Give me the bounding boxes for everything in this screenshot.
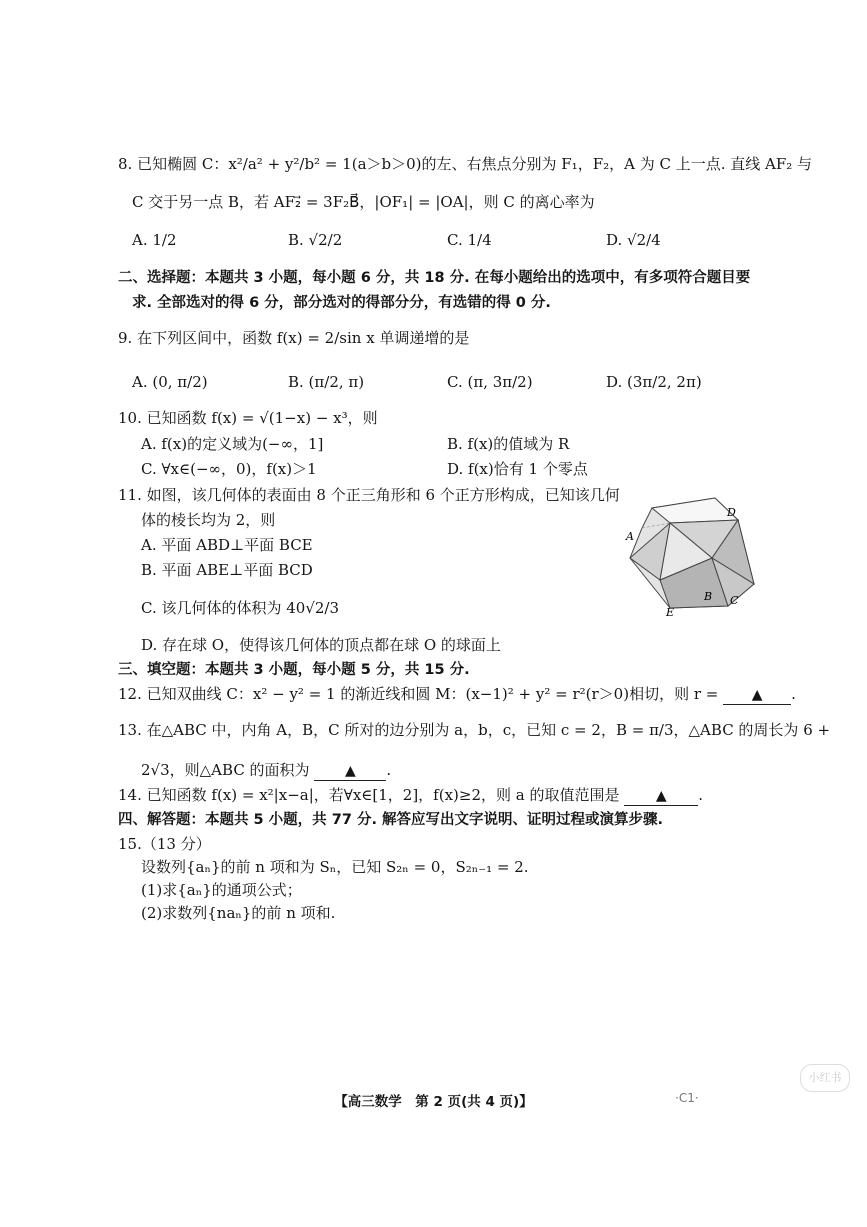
q12-text: 12. 已知双曲线 C：x² − y² = 1 的渐近线和圆 M：(x−1)² + y² = r²(r＞0)相切，则 r = ▲ . (118, 685, 796, 703)
q11-option-b: B. 平面 ABE⊥平面 BCD (141, 561, 313, 579)
q15-title: 15.（13 分） (118, 835, 211, 853)
blank-marker: ▲ (344, 763, 356, 779)
q14-stem: 14. 已知函数 f(x) = x²|x−a|，若∀x∈[1，2]，f(x)≥2，则 a 的取值范围是 (118, 786, 620, 804)
q10-option-b: B. f(x)的值域为 R (447, 435, 570, 453)
q9-option-a: A. (0, π/2) (132, 373, 208, 391)
q8-option-c: C. 1/4 (447, 231, 492, 249)
q9-option-d: D. (3π/2, 2π) (606, 373, 702, 391)
blank-marker: ▲ (751, 687, 763, 703)
q15-part1: (1)求{aₙ}的通项公式； (141, 881, 302, 899)
q10-option-c: C. ∀x∈(−∞，0)，f(x)＞1 (141, 460, 317, 478)
q15-part2: (2)求数列{naₙ}的前 n 项和. (141, 904, 336, 922)
page-footer: 【高三数学 第 2 页(共 4 页)】 (334, 1094, 533, 1110)
section2-line1: 二、选择题：本题共 3 小题，每小题 6 分，共 18 分. 在每小题给出的选项中，有多项符合题目要 (118, 270, 751, 286)
q9-option-b: B. (π/2, π) (288, 373, 365, 391)
figure-label-b: B (704, 590, 713, 603)
figure-label-c: C (730, 594, 739, 607)
section3-title: 三、填空题：本题共 3 小题，每小题 5 分，共 15 分. (118, 662, 470, 678)
q14-text: 14. 已知函数 f(x) = x²|x−a|，若∀x∈[1，2]，f(x)≥2，则 a 的取值范围是 ▲ . (118, 786, 704, 804)
section4-title: 四、解答题：本题共 5 小题，共 77 分. 解答应写出文字说明、证明过程或演算步骤. (118, 812, 664, 828)
figure-label-d: D (727, 506, 736, 519)
q13-line2: 2√3，则△ABC 的面积为 ▲ . (141, 761, 392, 779)
q13-answer-blank (314, 761, 386, 781)
section2-line2: 求. 全部选对的得 6 分，部分选对的得部分分，有选错的得 0 分. (132, 295, 551, 311)
q12-stem: 12. 已知双曲线 C：x² − y² = 1 的渐近线和圆 M：(x−1)² + y² = r²(r＞0)相切，则 r = (118, 685, 719, 703)
q11-option-d: D. 存在球 O，使得该几何体的顶点都在球 O 的球面上 (141, 636, 501, 654)
cuboctahedron-figure (620, 488, 760, 618)
exam-code: ·C1· (675, 1091, 699, 1105)
q8-option-d: D. √2/4 (606, 231, 661, 249)
watermark-badge: 小红书 (800, 1064, 850, 1092)
q13-stem: 2√3，则△ABC 的面积为 (141, 761, 310, 779)
q10-option-a: A. f(x)的定义域为(−∞，1] (141, 435, 324, 453)
q11-option-a: A. 平面 ABD⊥平面 BCE (141, 536, 313, 554)
figure-label-a: A (626, 530, 634, 543)
q11-line2: 体的棱长均为 2，则 (141, 511, 276, 529)
q12-answer-blank (723, 685, 791, 705)
q8-line1: 8. 已知椭圆 C：x²/a² + y²/b² = 1(a＞b＞0)的左、右焦点分别为 F₁，F₂，A 为 C 上一点. 直线 AF₂ 与 (118, 155, 813, 173)
q8-option-a: A. 1/2 (132, 231, 177, 249)
q10-option-d: D. f(x)恰有 1 个零点 (447, 460, 588, 478)
q9-option-c: C. (π, 3π/2) (447, 373, 533, 391)
q14-answer-blank (624, 786, 698, 806)
q9-stem: 9. 在下列区间中，函数 f(x) = 2/sin x 单调递增的是 (118, 329, 470, 347)
q8-line2: C 交于另一点 B，若 AF₂⃗ = 3F₂B⃗，|OF₁| = |OA|，则 C 的离心率为 (132, 193, 595, 211)
q11-option-c: C. 该几何体的体积为 40√2/3 (141, 599, 340, 617)
q15-stem: 设数列{aₙ}的前 n 项和为 Sₙ，已知 S₂ₙ = 0，S₂ₙ₋₁ = 2. (141, 858, 529, 876)
figure-label-e: E (666, 606, 675, 618)
q8-option-b: B. √2/2 (288, 231, 343, 249)
q13-line1: 13. 在△ABC 中，内角 A，B，C 所对的边分别为 a，b，c，已知 c = 2，B = π/3，△ABC 的周长为 6 + (118, 721, 831, 739)
q10-stem: 10. 已知函数 f(x) = √(1−x) − x³，则 (118, 409, 378, 427)
blank-marker: ▲ (655, 788, 667, 804)
q11-line1: 11. 如图，该几何体的表面由 8 个正三角形和 6 个正方形构成，已知该几何 (118, 486, 620, 504)
